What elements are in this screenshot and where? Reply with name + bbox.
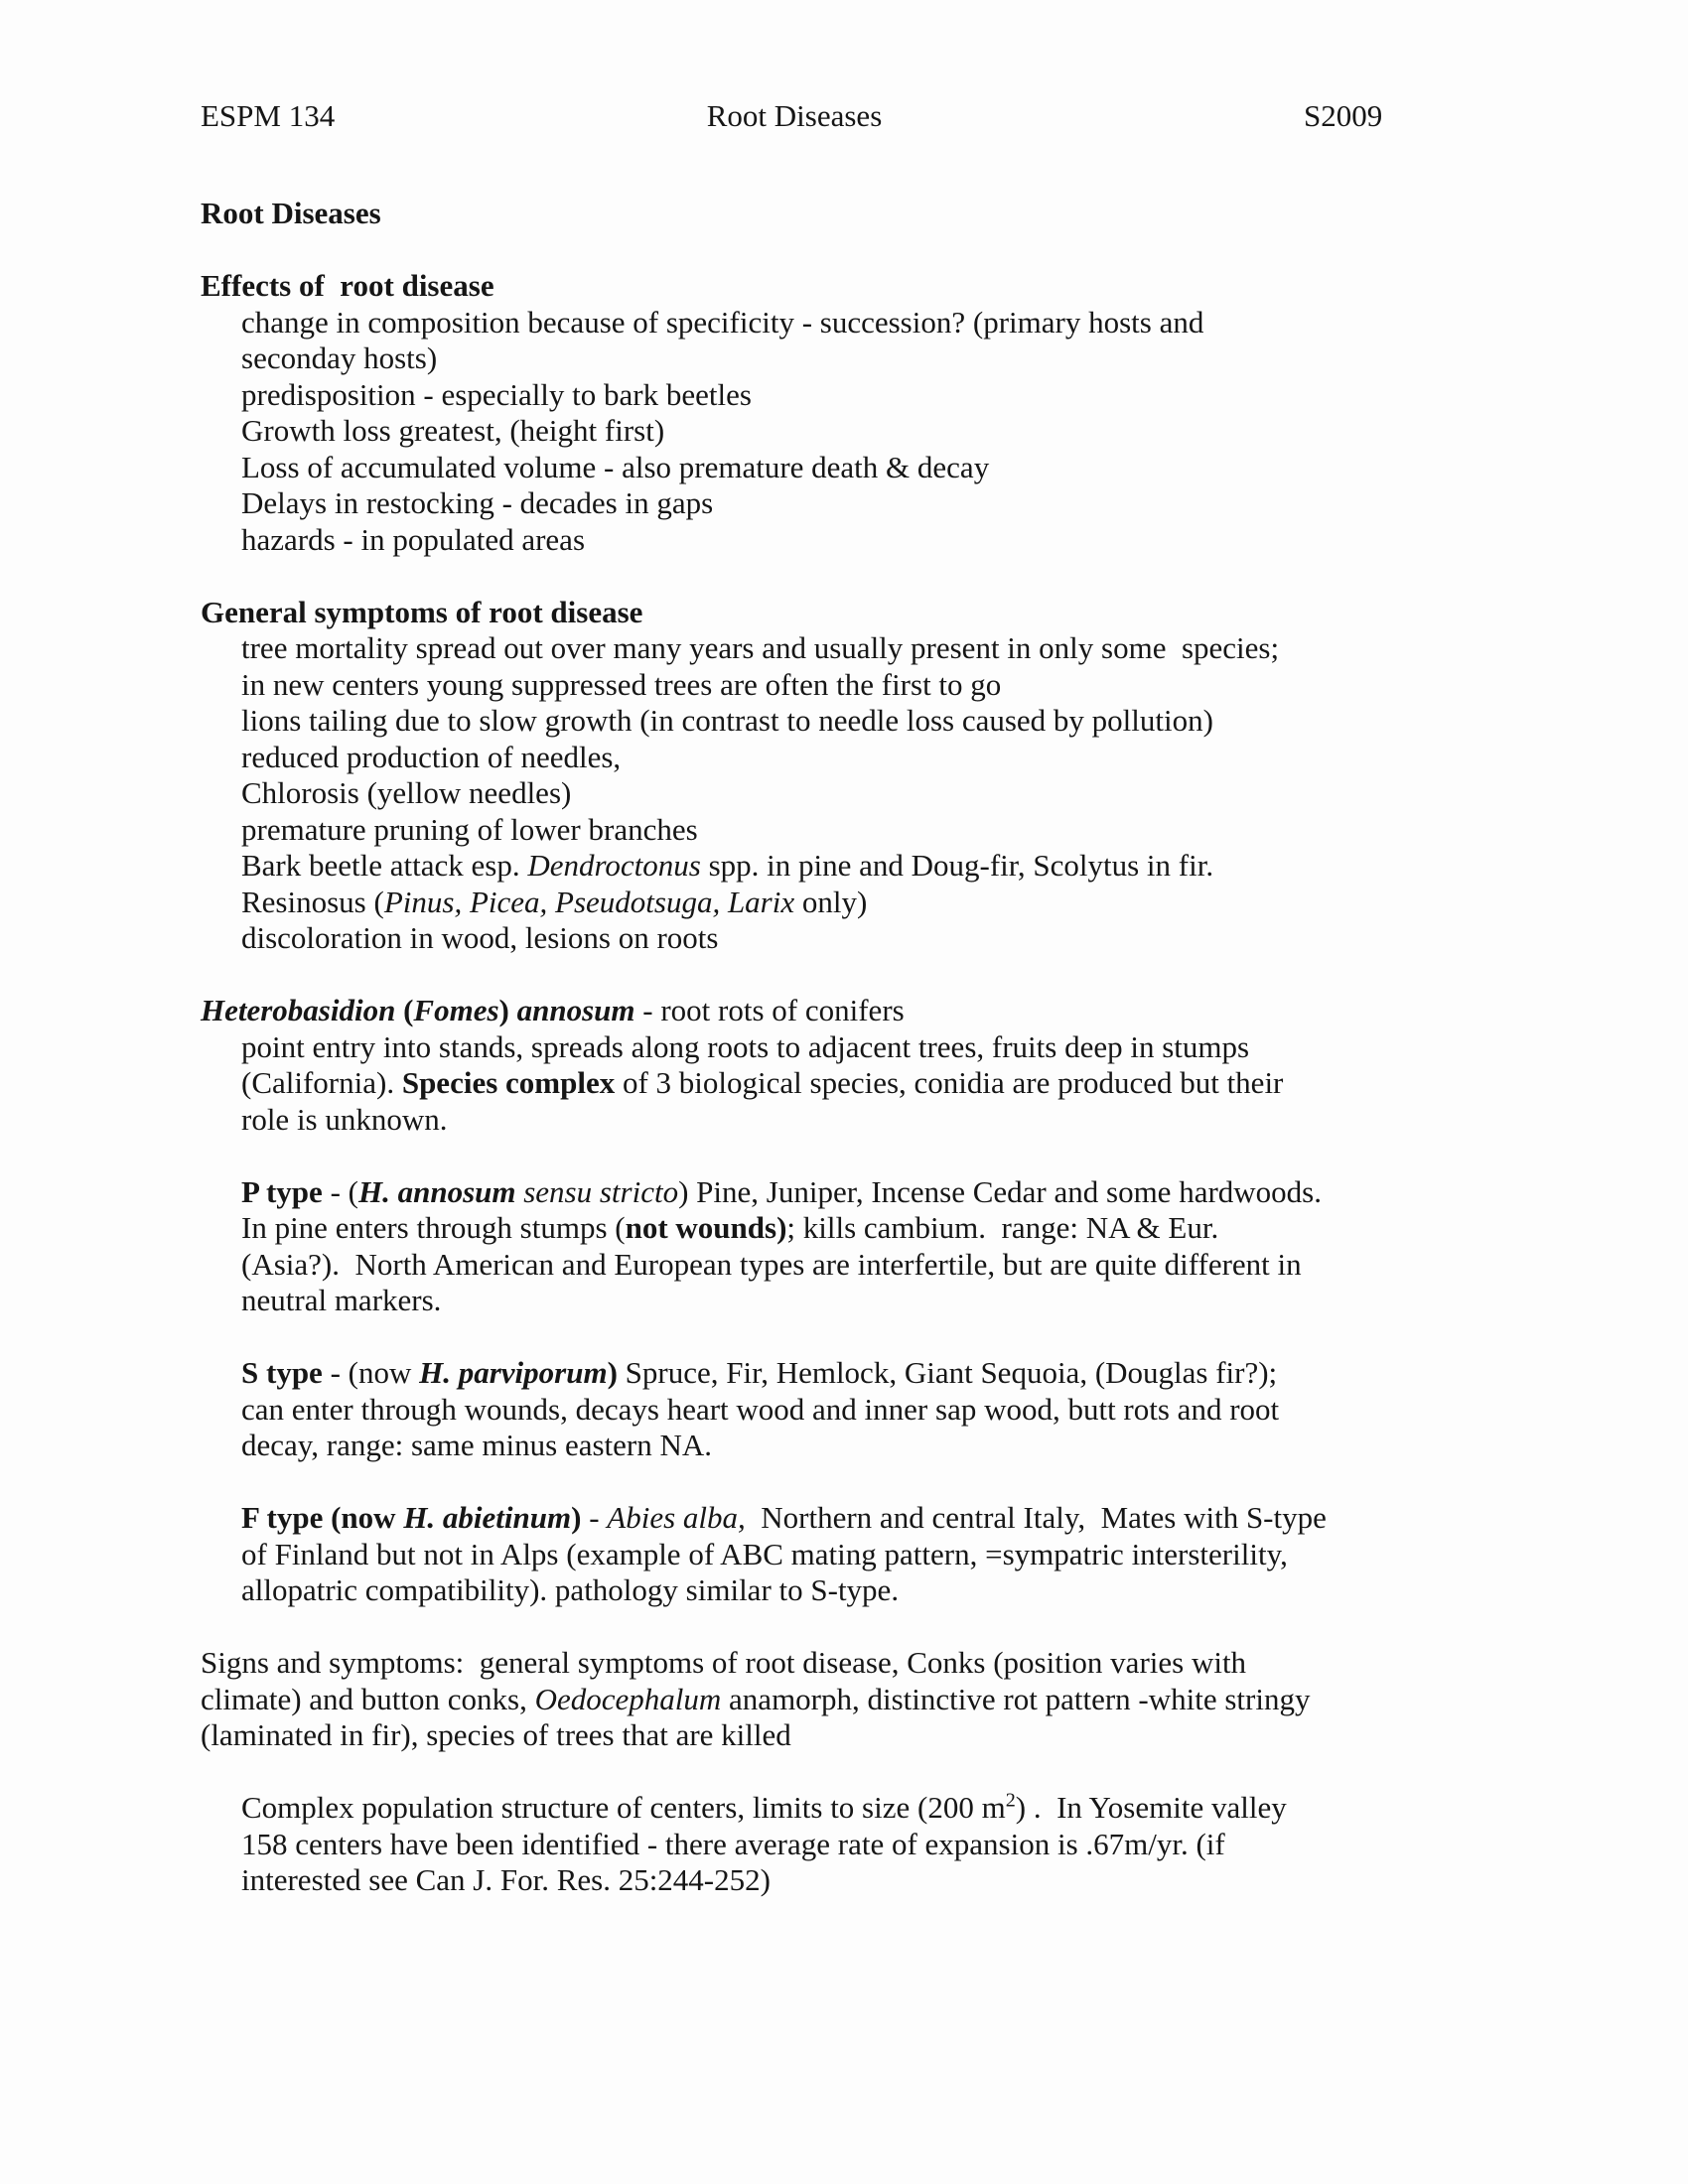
text-segment: change in composition because of specificity - succession? (primary hosts and [241,304,1204,340]
text-segment: only) [794,884,868,919]
text-segment: Abies alba, [607,1500,746,1535]
text-segment: Effects of root disease [201,268,494,303]
text-segment: not wounds) [625,1210,787,1245]
text-line [0,1790,1688,1827]
section-heterobasidion-annosum [0,993,1688,1138]
section-p-type [0,1174,1688,1319]
text-line [0,1717,1688,1754]
text-segment: ) [498,993,509,1027]
text-segment: (laminated in fir), species of trees that are killed [201,1717,791,1752]
section-f-type [0,1500,1688,1609]
section-s-type [0,1355,1688,1464]
text-line [0,413,1688,450]
text-segment: ( [395,993,414,1027]
text-segment: Oedocephalum [534,1681,722,1716]
text-segment: spp. in pine and Doug-fir, Scolytus in fir. [700,848,1214,883]
text-segment: sensu stricto [523,1173,679,1209]
text-line [0,1682,1688,1718]
text-segment: Bark beetle attack esp. [241,848,528,883]
text-segment: Chlorosis (yellow needles) [241,775,572,810]
section-heading-general-symptoms-of-root-disease [0,595,1688,631]
text-line [0,1210,1688,1247]
text-segment: Resinosus ( [241,884,384,919]
text-line [0,812,1688,849]
text-line [0,630,1688,667]
section-effects-of-root-disease [0,268,1688,558]
text-segment: ) Pine, Juniper, Incense Cedar and some hardwoods. [678,1173,1322,1209]
text-segment: seconday hosts) [241,341,438,375]
text-line [0,1645,1688,1682]
text-segment: decay, range: same minus eastern NA. [241,1428,713,1462]
text-segment: ) [571,1500,582,1535]
text-line [0,885,1688,921]
text-segment: ) . In Yosemite valley [1015,1790,1287,1825]
text-segment: anamorph, distinctive rot pattern -white stringy [721,1681,1311,1716]
text-segment: 158 centers have been identified - there average rate of expansion is .67m/yr. (if [241,1826,1225,1861]
section-heading-title [0,196,1688,232]
text-segment: Complex population structure of centers, limits to size (200 m [241,1790,1006,1825]
text-segment: reduced production of needles, [241,739,622,774]
text-line [0,377,1688,414]
text-segment: Delays in restocking - decades in gaps [241,485,714,520]
text-line [0,341,1688,377]
text-line [0,522,1688,559]
text-segment: H. annosum [357,1173,516,1209]
text-line [0,1355,1688,1392]
text-segment: can enter through wounds, decays heart wood and inner sap wood, butt rots and root [241,1391,1280,1427]
text-line [0,1065,1688,1102]
text-segment: Pinus, Picea, Pseudotsuga, Larix [383,884,795,919]
text-segment: In pine enters through stumps ( [241,1210,626,1245]
text-segment: - ( [322,1173,358,1209]
text-line [0,740,1688,776]
text-segment: ) [607,1355,618,1390]
text-segment: H. abietinum [403,1500,572,1535]
text-segment: Dendroctonus [527,848,701,883]
text-segment: - (now [322,1355,420,1390]
text-segment: 2 [1005,1789,1016,1812]
text-segment: Growth loss greatest, (height first) [241,413,665,448]
text-segment: allopatric compatibility). pathology similar to S-type. [241,1572,900,1607]
text-line [0,848,1688,885]
text-line [0,1247,1688,1284]
text-segment: neutral markers. [241,1283,442,1317]
text-segment: Fomes [413,993,499,1027]
text-segment: of Finland but not in Alps (example of ABC mating pattern, =sympatric intersterility, [241,1536,1288,1571]
text-segment: climate) and button conks, [201,1681,535,1716]
text-segment: lions tailing due to slow growth (in contrast to needle loss caused by pollution) [241,703,1213,738]
text-segment: Loss of accumulated volume - also premature death & decay [241,449,990,484]
text-line [0,485,1688,522]
text-segment: in new centers young suppressed trees are often the first to go [241,666,1002,702]
text-segment: (California). [241,1065,402,1100]
text-segment: Signs and symptoms: general symptoms of root disease, Conks (position varies with [201,1645,1247,1680]
section-heading-heterobasidion-annosum [0,993,1688,1029]
page-header [0,98,1688,135]
text-line [0,1428,1688,1464]
text-segment: premature pruning of lower branches [241,811,698,847]
header-term: S2009 [1304,98,1383,133]
text-segment: General symptoms of root disease [201,594,643,629]
text-segment: point entry into stands, spreads along roots to adjacent trees, fruits deep in stumps [241,1028,1250,1064]
text-segment: predisposition - especially to bark beetles [241,376,752,412]
text-segment: discoloration in wood, lesions on roots [241,920,719,955]
text-line [0,305,1688,341]
text-segment: Northern and central Italy, Mates with S-type [745,1500,1327,1535]
section-general-symptoms-of-root-disease [0,595,1688,957]
text-segment: Heterobasidion [201,993,396,1027]
text-segment: ; kills cambium. range: NA & Eur. [786,1210,1219,1245]
text-line [0,1827,1688,1863]
text-segment: Root Diseases [201,196,381,230]
text-segment: of 3 biological species, conidia are produced but their [615,1065,1284,1100]
header-course-code: ESPM 134 [201,98,336,133]
text-segment: - [581,1500,608,1535]
text-segment: tree mortality spread out over many years and usually present in only some species; [241,630,1280,665]
text-segment: F type (now [241,1500,404,1535]
section-title [0,196,1688,232]
text-segment: Species complex [401,1065,616,1100]
text-line [0,1102,1688,1139]
text-segment: interested see Can J. For. Res. 25:244-252) [241,1862,771,1897]
text-segment: annosum [516,993,635,1027]
text-line [0,1500,1688,1537]
text-segment: role is unknown. [241,1101,448,1137]
section-complex-population-structure [0,1790,1688,1899]
text-line [0,1392,1688,1429]
section-signs-and-symptoms [0,1645,1688,1754]
text-segment: hazards - in populated areas [241,521,586,557]
text-line [0,1174,1688,1211]
text-line [0,1283,1688,1319]
text-line [0,1537,1688,1573]
text-line [0,703,1688,740]
text-segment: Spruce, Fir, Hemlock, Giant Sequoia, (Douglas fir?); [617,1355,1278,1390]
text-line [0,450,1688,486]
text-segment [509,993,517,1027]
text-segment: P type [241,1173,323,1209]
text-segment: - root rots of conifers [634,993,905,1027]
document-body [0,196,1688,1935]
text-segment: (Asia?). North American and European types are interfertile, but are quite different in [241,1246,1302,1282]
text-line [0,667,1688,704]
text-segment: H. parviporum [419,1355,608,1390]
text-line [0,775,1688,812]
text-line [0,1572,1688,1609]
header-document-title: Root Diseases [706,98,883,133]
text-segment: S type [241,1355,323,1390]
text-line [0,920,1688,957]
text-line [0,1029,1688,1066]
text-line [0,1862,1688,1899]
section-heading-effects-of-root-disease [0,268,1688,305]
